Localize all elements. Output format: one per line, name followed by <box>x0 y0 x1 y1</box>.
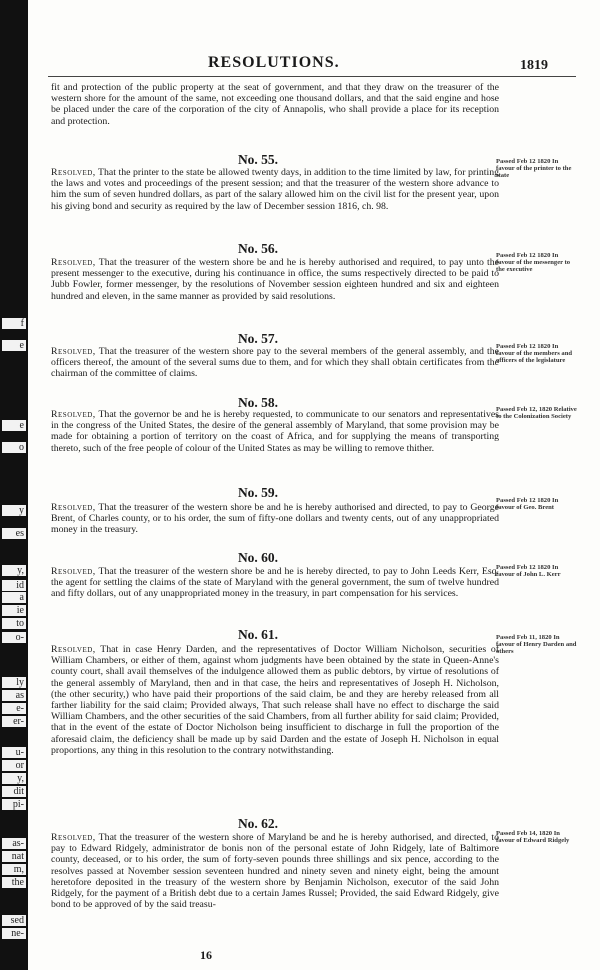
margin-note: Passed Feb 12 1820 In favour of the members and officers of the legislature <box>496 343 573 365</box>
resolved-lead: Resolved, <box>51 257 96 268</box>
gutter-fragment: ie <box>2 605 26 616</box>
resolved-lead: Resolved, <box>51 502 96 513</box>
gutter-fragment: m, <box>2 864 26 875</box>
resolution-number: No. 61. <box>237 627 279 642</box>
gutter-fragment: or <box>2 760 26 771</box>
resolved-lead: Resolved, <box>51 167 96 178</box>
gutter-fragment: o- <box>2 632 26 643</box>
header-rule <box>48 76 576 77</box>
gutter-fragment: ne- <box>2 928 26 939</box>
resolution-text: That the treasurer of the western shore pay to the several members of the general assembly, and the officers thereof, the amount of the several sums due to them, and for which they shall obtain certificates from the chairman of the committee of claims. <box>51 346 499 380</box>
resolution-number: No. 59. <box>237 485 279 500</box>
gutter-fragment: e <box>2 420 26 431</box>
page-year: 1819 <box>520 58 548 73</box>
resolution-text: That the governor be and he is hereby requested, to communicate to our senators and representatives in the congress of the United States, the desire of the general assembly of Maryland, that some provision may be made for obtaining a portion of territory on the coast of Africa, and for supplying the means of transporting thereto, such of the free people of colour of the United States as may be willing to remove thither. <box>51 409 499 454</box>
margin-note: Passed Feb 12 1820 In favour of the printer to the state <box>496 158 572 180</box>
gutter-fragment: the <box>2 877 26 888</box>
gutter-fragment: nat <box>2 851 26 862</box>
resolved-lead: Resolved, <box>51 566 96 577</box>
continuation-paragraph: fit and protection of the public property at the seat of government, and that they draw on the treasurer of the western shore for the amount of the same, not exceeding one thousand dollars, and that the said engine and hose be placed under the care of the corporation of the city of Annapolis, who shall provide a place for its reception and protection. <box>51 82 499 127</box>
resolution-text: That the treasurer of the western shore of Maryland be and he is hereby authorised, and directed, to pay to Edward Ridgely, administrator de bonis non of the personal estate of John Ridgely, late of Baltimore county, deceased, or to his order, the sum of forty-seven pounds three shillings and six pence, according to the resolves passed at November session seventeen hundred and ninety seven and ninety eight, being the amount heretofore deposited in the treasury of the western shore by Benjamin Nicholson, executor of the said John Ridgely, for the payment of a British debt due to a certain James Russel; Provided, the said Edward Ridgely, give bond to be approved of by the said treasu- <box>51 832 499 911</box>
gutter-fragment: f <box>2 318 26 329</box>
resolution-paragraph <box>51 832 499 910</box>
gutter-fragment: e <box>2 340 26 351</box>
resolution-paragraph <box>51 409 499 454</box>
resolution-paragraph <box>51 257 499 302</box>
resolution-text: That the treasurer of the western shore be and he is hereby directed, to pay to John Leeds Kerr, Esq. the agent for settling the claims of the state of Maryland with the general government, the sum of twelve hundred and fifty dollars, out of any unappropriated money in the treasury, in part compensation for his services. <box>51 566 499 600</box>
resolution-number: No. 56. <box>237 241 279 256</box>
gutter-fragment: to <box>2 618 26 629</box>
margin-note: Passed Feb 12, 1820 Relative to the Colonization Society <box>496 406 577 421</box>
gutter-fragment: es <box>2 528 26 539</box>
resolved-lead: Resolved, <box>51 644 96 655</box>
resolution-number: No. 55. <box>237 152 279 167</box>
gutter-fragment: as <box>2 690 26 701</box>
margin-note: Passed Feb 11, 1820 In favour of Henry Darden and others <box>496 634 577 656</box>
resolution-paragraph <box>51 566 499 600</box>
resolution-paragraph <box>51 346 499 380</box>
resolution-number: No. 62. <box>237 816 279 831</box>
resolution-paragraph <box>51 167 499 212</box>
resolved-lead: Resolved, <box>51 832 96 843</box>
resolution-text: That the treasurer of the western shore be and he is hereby authorised and directed, to pay to George Brent, of Charles county, or to his order, the sum of fifty-one dollars and twenty cents, out of any unappropriated money in the treasury. <box>51 502 499 536</box>
gutter-fragment: e- <box>2 703 26 714</box>
gutter-fragment: sed <box>2 915 26 926</box>
gutter-fragment: y <box>2 505 26 516</box>
gutter-fragment: y, <box>2 565 26 576</box>
gutter-fragment: ly <box>2 677 26 688</box>
margin-note: Passed Feb 14, 1820 In favour of Edward Ridgely <box>496 830 570 845</box>
gutter-fragment: er- <box>2 716 26 727</box>
page-number: 16 <box>200 948 212 962</box>
facing-page-fragments <box>0 0 28 970</box>
resolution-text: That in case Henry Darden, and the representatives of Doctor William Nicholson, securities of William Chambers, or either of them, against whom judgments have been obtained by the state in Queen-Anne's county court, shall avail themselves of the indulgence allowed them as public debtors, by virtue of resolutions of the general assembly of Maryland, then and in that case, the heirs and representatives of Joseph H. Nicholson, (the other security,) who have paid their proportions of the said claim, be and they are hereby released from all farther liability for the said claim; Provided always, That such release shall have no effect to discharge the said William Chambers, and the other securities of the said Chambers, from all further ability for said claim; Provided, that in the event of the estate of Doctor Nicholson being insufficient to discharge in full the proportion of the aforesaid claim, the deficiency shall be made up by said Darden and the estate of Joseph H. Nicholson in equal proportions, any thing in this resolution to the contrary notwithstanding. <box>51 644 499 756</box>
resolution-number: No. 58. <box>237 395 279 410</box>
margin-note: Passed Feb 12 1820 In favour of Geo. Brent <box>496 497 559 512</box>
page-title: RESOLUTIONS. <box>208 54 340 71</box>
gutter-fragment: as- <box>2 838 26 849</box>
resolution-paragraph <box>51 502 499 536</box>
gutter-fragment: dit <box>2 786 26 797</box>
gutter-fragment: id <box>2 580 26 591</box>
gutter-fragment: y, <box>2 773 26 784</box>
document-page <box>28 0 600 970</box>
resolution-number: No. 57. <box>237 331 279 346</box>
resolution-number: No. 60. <box>237 550 279 565</box>
resolution-paragraph <box>51 644 499 756</box>
margin-note: Passed Feb 12 1820 In favour of the messenger to the executive <box>496 252 571 274</box>
gutter-fragment: a <box>2 592 26 603</box>
gutter-fragment: u- <box>2 747 26 758</box>
resolution-text: That the printer to the state be allowed twenty days, in addition to the time limited by law, for printing the laws and votes and proceedings of the present session; and that the treasurer of the western shore advance to him the sum of seven hundred dollars, as part of the salary allowed him on the civil list for the present year, upon his giving bond and security as required by the law of December session 1816, ch. 98. <box>51 167 499 212</box>
resolved-lead: Resolved, <box>51 346 96 357</box>
resolution-text: That the treasurer of the western shore be and he is hereby authorised and required, to pay unto the present messenger to the executive, during his continuance in office, the sums respectively directed to be paid to Jubb Fowler, former messenger, by the resolutions of November session eighteen hundred and six and eighteen hundred and eleven, in the same manner as provided by said resolutions. <box>51 257 499 302</box>
resolved-lead: Resolved, <box>51 409 96 420</box>
gutter-fragment: o <box>2 442 26 453</box>
gutter-fragment: pi- <box>2 799 26 810</box>
margin-note: Passed Feb 12 1820 In favour of John L. Kerr <box>496 564 561 579</box>
